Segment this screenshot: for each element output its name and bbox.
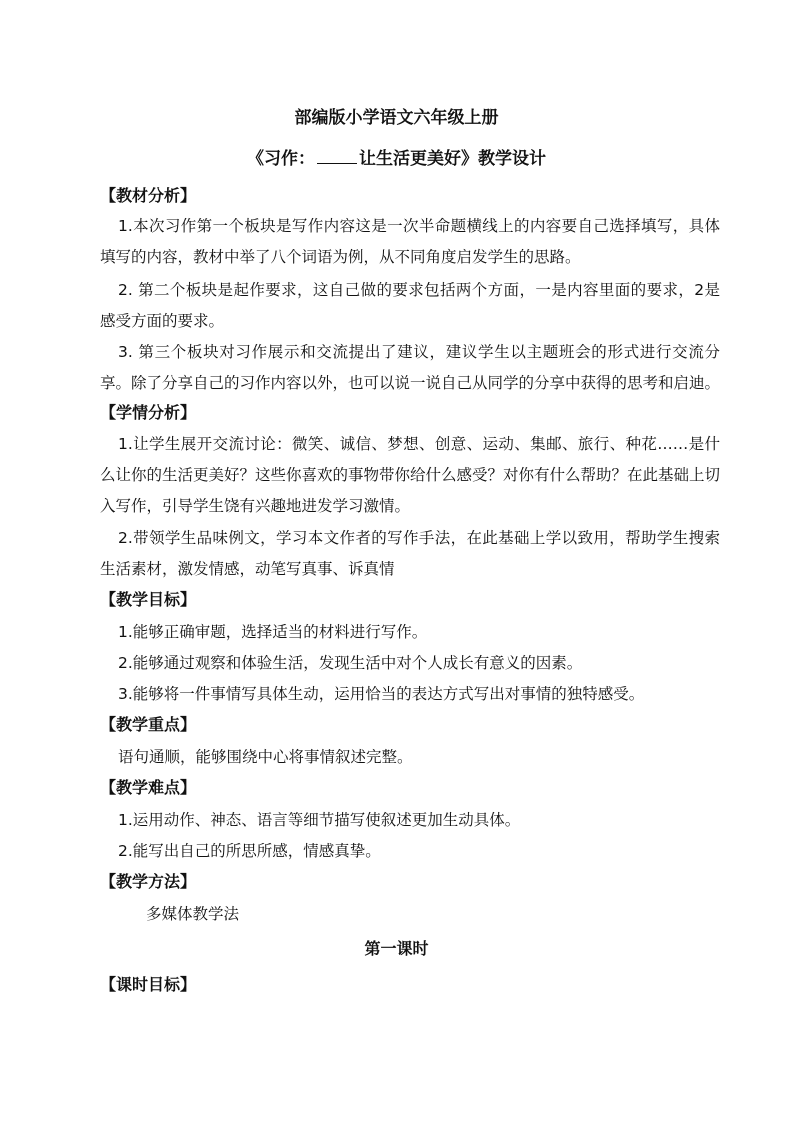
section-heading-difficulties: 【教学难点】 — [100, 778, 197, 797]
teaching-methods-text: 多媒体教学法 — [146, 905, 240, 923]
subtitle-prefix: 《习作： — [247, 149, 315, 169]
teaching-goal-item: 2.能够通过观察和体验生活，发现生活中对个人成长有意义的因素。 — [118, 654, 583, 672]
difficulty-item: 1.运用动作、神态、语言等细节描写使叙述更加生动具体。 — [118, 811, 521, 829]
document-subtitle — [0, 147, 793, 171]
textbook-analysis-paragraph-3: 3. 第三个板块对习作展示和交流提出了建议，建议学生以主题班会的形式进行交流分享。除了分享自己的习作内容以外，也可以说一说自己从同学的分享中获得的思考和启迪。 — [100, 343, 721, 392]
teaching-goal-item: 1.能够正确审题，选择适当的材料进行写作。 — [118, 623, 428, 641]
subtitle-suffix: 让生活更美好》教学设计 — [359, 149, 546, 169]
learner-analysis-paragraph-1: 1.让学生展开交流讨论：微笑、诚信、梦想、创意、运动、集邮、旅行、种花……是什么让你的生活更美好？这些你喜欢的事物带你给什么感受？对你有什么帮助？在此基础上切入写作，引导学生饶有兴趣地进发学习激情。 — [100, 435, 721, 515]
textbook-analysis-paragraph-1: 1.本次习作第一个板块是写作内容这是一次半命题横线上的内容要自己选择填写，具体填写的内容，教材中举了八个词语为例，从不同角度启发学生的思路。 — [100, 217, 720, 266]
section-heading-key-points: 【教学重点】 — [100, 715, 197, 734]
difficulty-item: 2.能写出自己的所思所感，情感真挚。 — [118, 842, 381, 860]
document-title: 部编版小学语文六年级上册 — [294, 108, 499, 128]
learner-analysis-paragraph-2: 2.带领学生品味例文，学习本文作者的写作手法，在此基础上学以致用，帮助学生搜索生活素材，激发情感，动笔写真事、诉真情 — [100, 529, 720, 578]
key-points-text: 语句通顺，能够围绕中心将事情叙述完整。 — [118, 748, 413, 766]
lesson-one-title: 第一课时 — [364, 939, 429, 958]
teaching-goal-item: 3.能够将一件事情写具体生动，运用恰当的表达方式写出对事情的独特感受。 — [118, 685, 645, 703]
section-heading-lesson-goals: 【课时目标】 — [100, 975, 197, 994]
section-heading-learner-analysis: 【学情分析】 — [100, 403, 197, 422]
fill-in-blank-line — [317, 147, 357, 164]
textbook-analysis-paragraph-2: 2. 第二个板块是起作要求，这自己做的要求包括两个方面，一是内容里面的要求，2是感受方面的要求。 — [100, 281, 720, 330]
section-heading-textbook-analysis: 【教材分析】 — [100, 186, 197, 205]
section-heading-teaching-methods: 【教学方法】 — [100, 872, 197, 891]
section-heading-teaching-goals: 【教学目标】 — [100, 590, 197, 609]
